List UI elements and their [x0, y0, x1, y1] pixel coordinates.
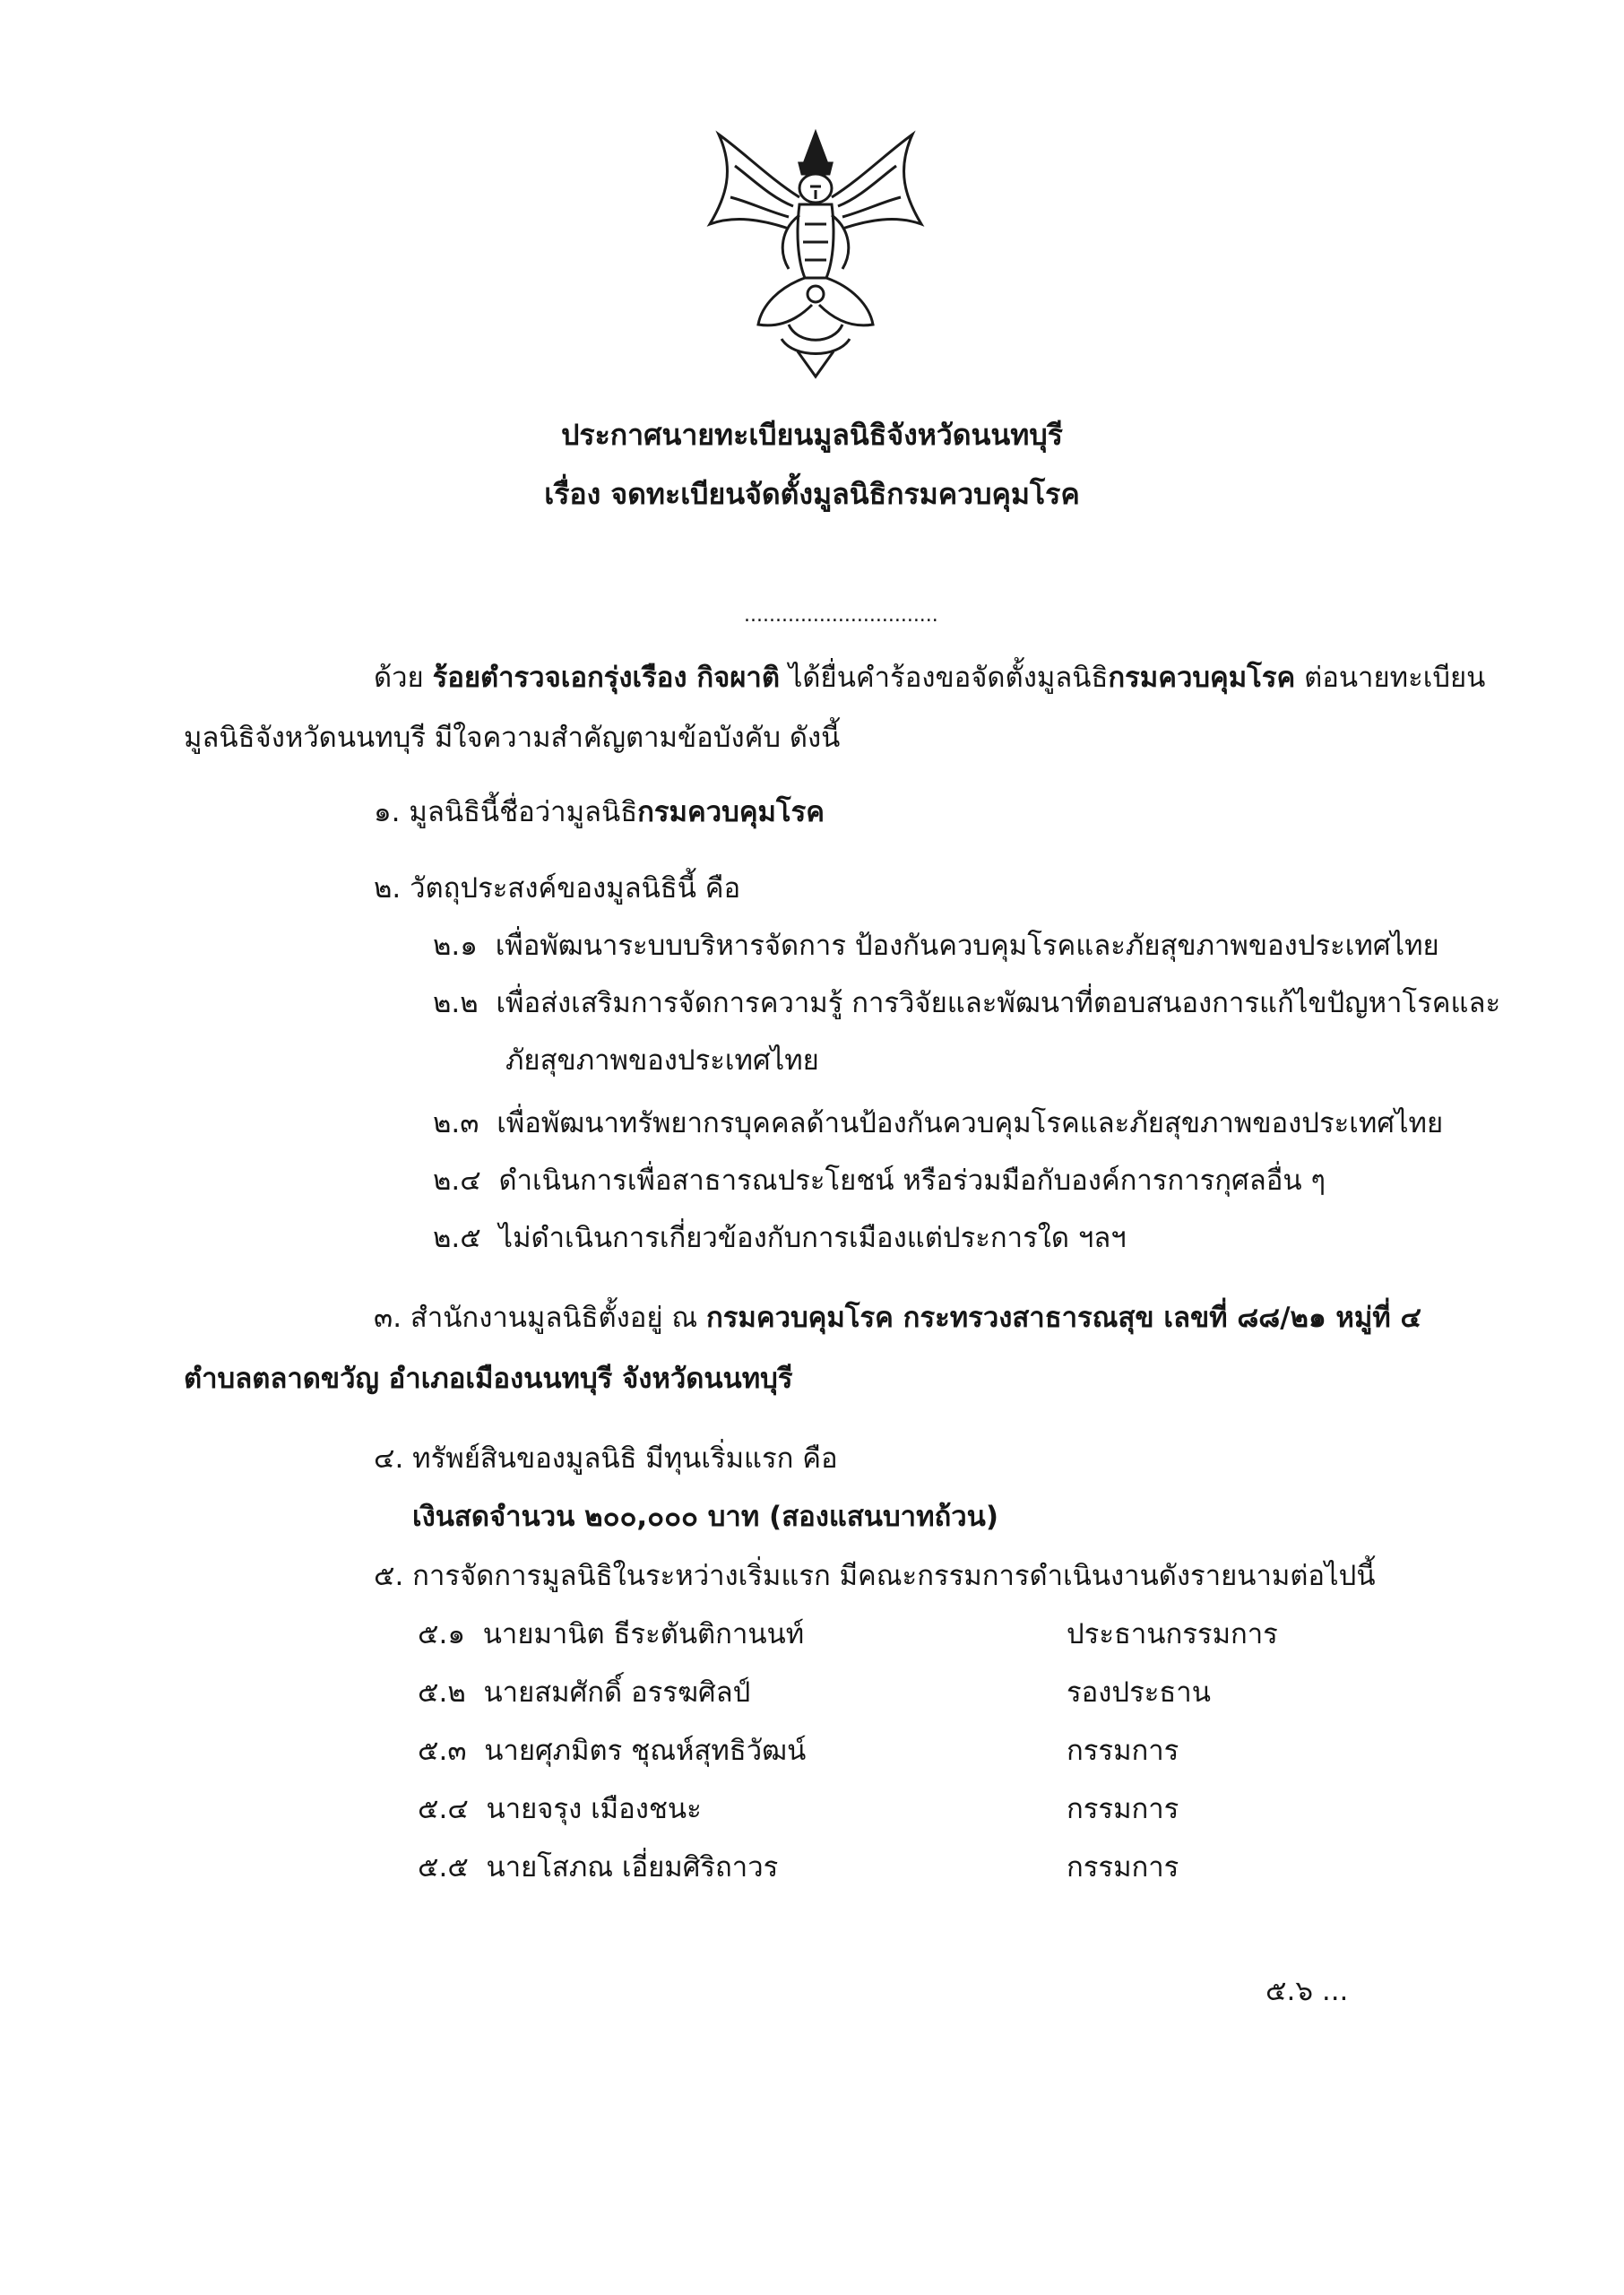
initial-capital: เงินสดจำนวน ๒๐๐,๐๐๐ บาท (สองแสนบาทถ้วน) — [412, 1501, 999, 1533]
list-item: ๒.๔ ดำเนินการเพื่อสาธารณประโยชน์ หรือร่วมมือกับองค์การการกุศลอื่น ๆ — [433, 1165, 1326, 1197]
list-item: ๒.๒ เพื่อส่งเสริมการจัดการความรู้ การวิจัยและพัฒนาที่ตอบสนองการแก้ไขปัญหาโรคและ — [433, 987, 1501, 1019]
committee-role: กรรมการ — [1067, 1851, 1179, 1884]
announcement-title: ประกาศนายทะเบียนมูลนิธิจังหวัดนนทบุรี — [561, 418, 1063, 452]
committee-role: รองประธาน — [1067, 1676, 1211, 1709]
clause-5: ๕. การจัดการมูลนิธิในระหว่างเริ่มแรก มีคณะกรรมการดำเนินงานดังรายนามต่อไปนี้ — [374, 1560, 1376, 1592]
committee-member: ๕.๕ นายโสภณ เอี่ยมศิริถาวร — [418, 1851, 779, 1884]
page-continuation: ๕.๖ ... — [1266, 1975, 1349, 2007]
clause-1: ๑. มูลนิธินี้ชื่อว่ามูลนิธิกรมควบคุมโรค — [374, 796, 825, 828]
committee-member: ๕.๒ นายสมศักดิ์ อรรฆศิลป์ — [418, 1676, 751, 1709]
clause-3: ๓. สำนักงานมูลนิธิตั้งอยู่ ณ กรมควบคุมโรค กระทรวงสาธารณสุข เลขที่ ๘๘/๒๑ หมู่ที่ ๔ — [374, 1302, 1421, 1334]
committee-member: ๕.๑ นายมานิต ธีระตันติกานนท์ — [418, 1618, 805, 1650]
committee-role: ประธานกรรมการ — [1067, 1618, 1278, 1650]
intro-line-1: ด้วย ร้อยตำรวจเอกรุ่งเรือง กิจผาติ ได้ยื่นคำร้องขอจัดตั้งมูลนิธิกรมควบคุมโรค ต่อนายทะเบียน — [374, 662, 1486, 694]
garuda-emblem-icon — [699, 117, 932, 385]
committee-role: กรรมการ — [1067, 1793, 1179, 1825]
foundation-name: กรมควบคุมโรค — [1108, 662, 1296, 694]
committee-role: กรรมการ — [1067, 1735, 1179, 1767]
list-item: ๒.๕ ไม่ดำเนินการเกี่ยวข้องกับการเมืองแต่ประการใด ฯลฯ — [433, 1222, 1127, 1254]
separator-dots: ............................... — [744, 604, 938, 627]
list-item-continuation: ภัยสุขภาพของประเทศไทย — [505, 1044, 819, 1077]
intro-line-2: มูลนิธิจังหวัดนนทบุรี มีใจความสำคัญตามข้อบังคับ ดังนี้ — [184, 722, 841, 754]
committee-member: ๕.๓ นายศุภมิตร ชุณห์สุทธิวัฒน์ — [418, 1735, 807, 1767]
applicant-name: ร้อยตำรวจเอกรุ่งเรือง กิจผาติ — [432, 662, 780, 694]
announcement-subject: เรื่อง จดทะเบียนจัดตั้งมูลนิธิกรมควบคุมโรค — [544, 477, 1080, 511]
committee-member: ๕.๔ นายจรุง เมืองชนะ — [418, 1793, 702, 1825]
clause-4: ๔. ทรัพย์สินของมูลนิธิ มีทุนเริ่มแรก คือ — [374, 1442, 838, 1475]
list-item: ๒.๑ เพื่อพัฒนาระบบบริหารจัดการ ป้องกันควบคุมโรคและภัยสุขภาพของประเทศไทย — [433, 930, 1439, 962]
list-item: ๒.๓ เพื่อพัฒนาทรัพยากรบุคคลด้านป้องกันควบคุมโรคและภัยสุขภาพของประเทศไทย — [433, 1107, 1444, 1139]
office-address-line-2: ตำบลตลาดขวัญ อำเภอเมืองนนทบุรี จังหวัดนนทบุรี — [184, 1363, 793, 1395]
office-address: กรมควบคุมโรค กระทรวงสาธารณสุข เลขที่ ๘๘/๒๑ หมู่ที่ ๔ — [706, 1302, 1421, 1334]
clause-2: ๒. วัตถุประสงค์ของมูลนิธินี้ คือ — [374, 872, 741, 905]
